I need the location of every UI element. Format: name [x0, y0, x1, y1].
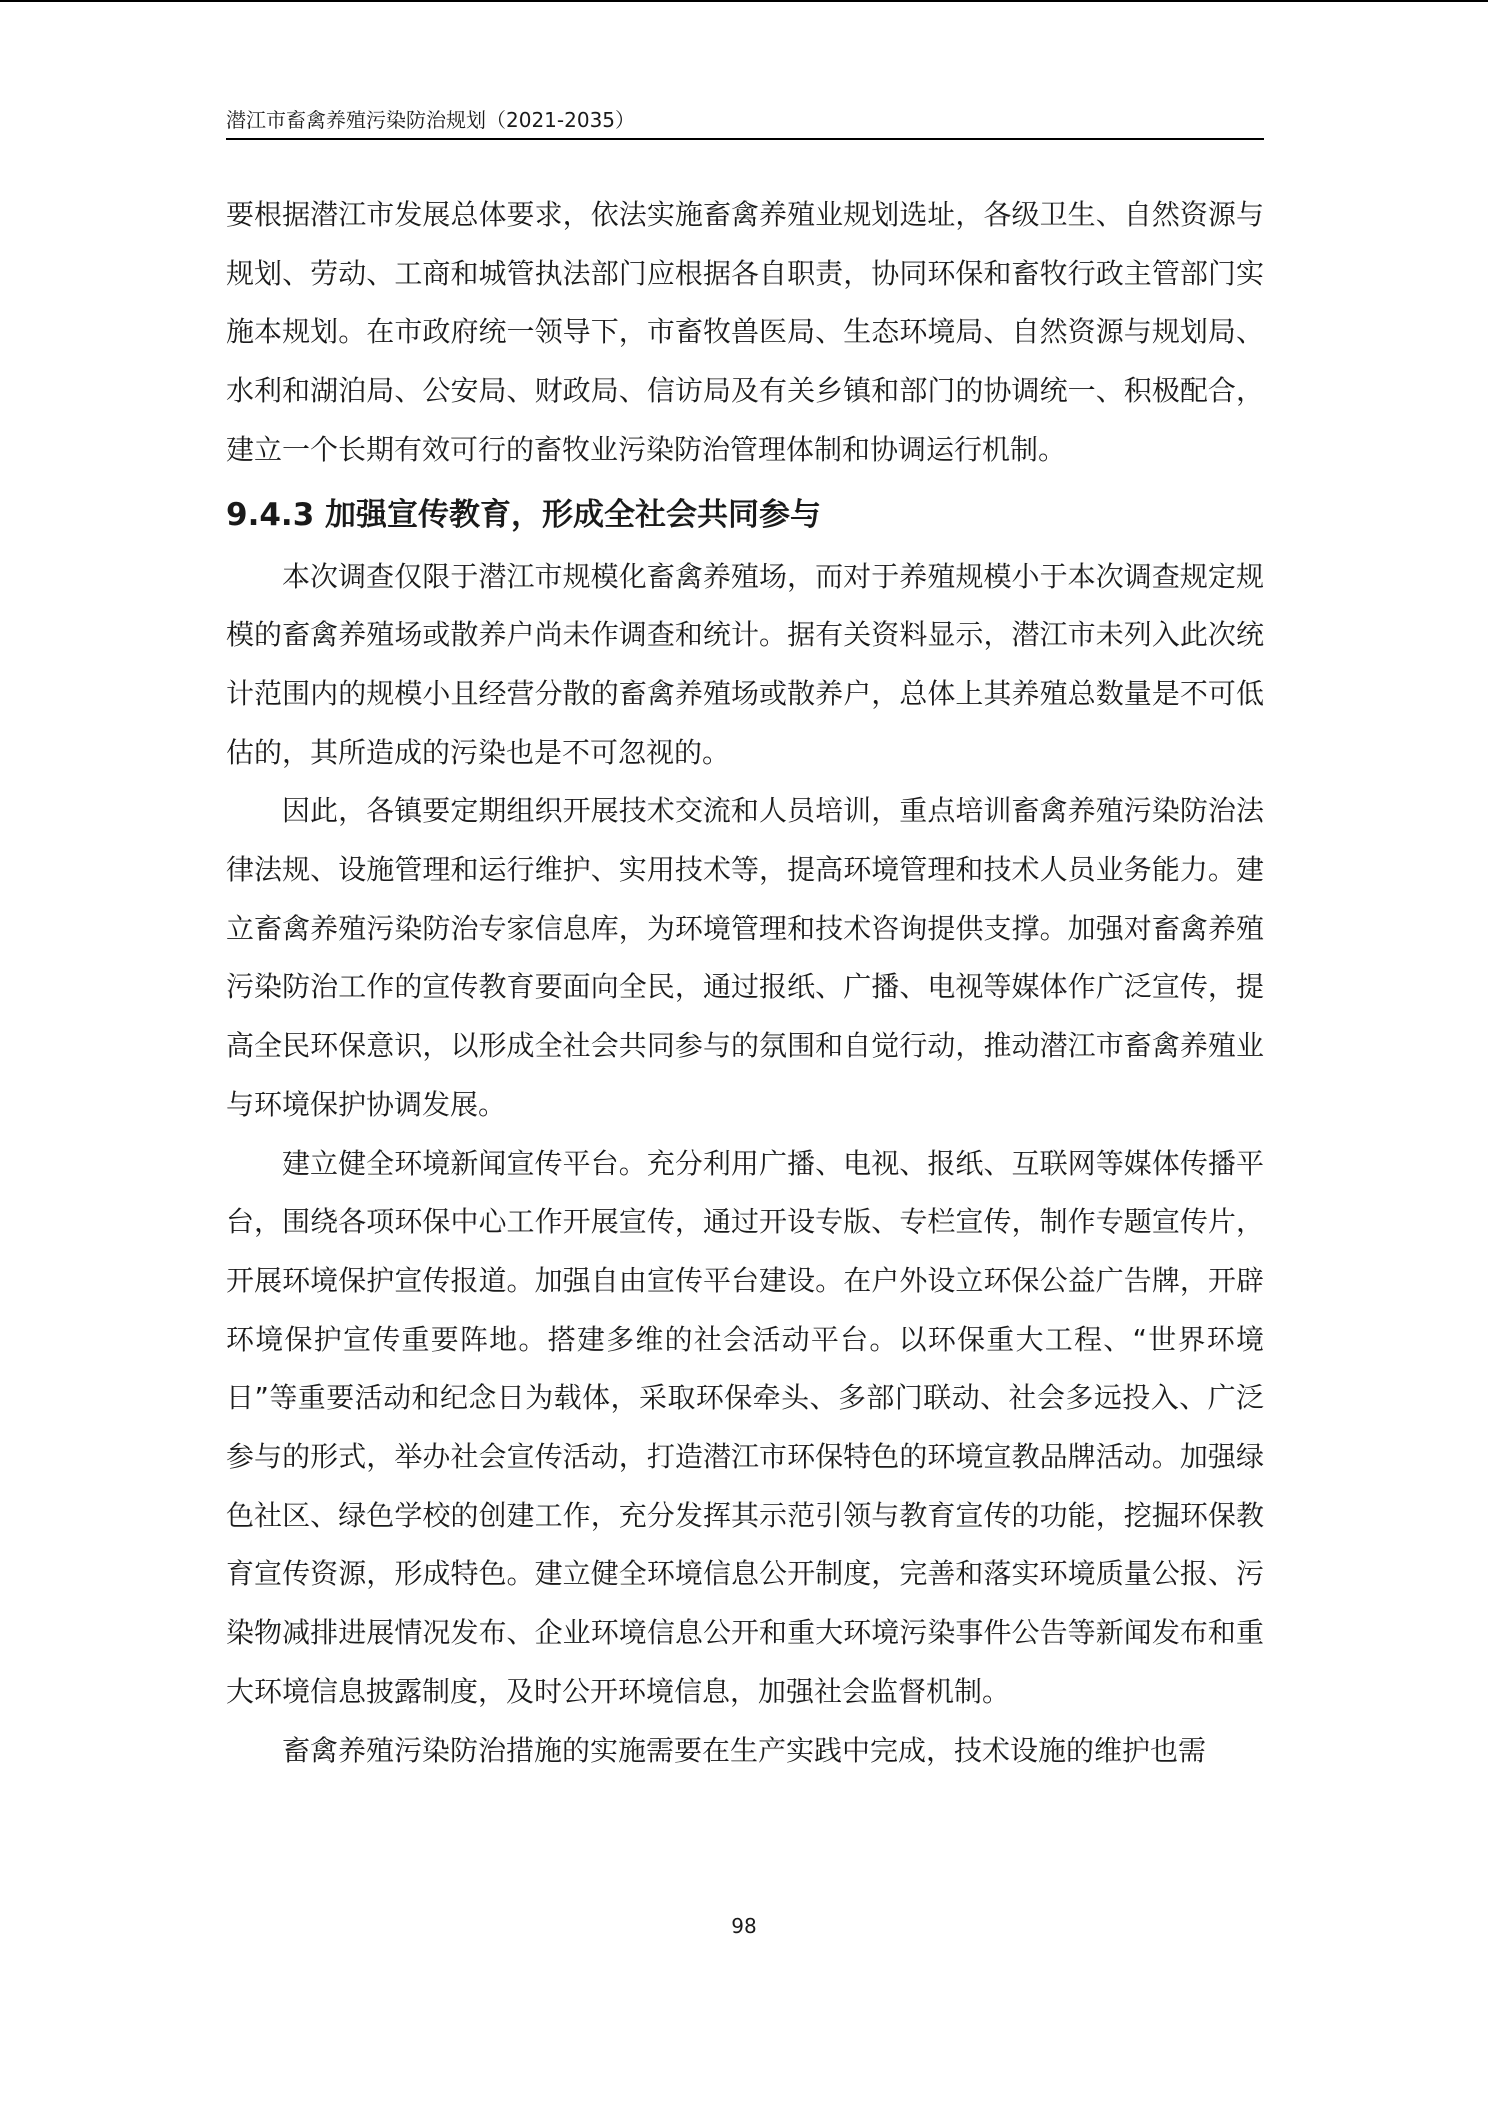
running-header [226, 104, 1264, 140]
page-number: 98 [731, 1914, 757, 1938]
intro-paragraph: 要根据潜江市发展总体要求，依法实施畜禽养殖业规划选址，各级卫生、自然资源与规划、劳动、工商和城管执法部门应根据各自职责，协同环保和畜牧行政主管部门实施本规划。在市政府统一领导下，市畜牧兽医局、生态环境局、自然资源与规划局、水利和湖泊局、公安局、财政局、信访局及有关乡镇和部门的协调统一、积极配合，建立一个长期有效可行的畜牧业污染防治管理体制和协调运行机制。 [226, 198, 1264, 466]
body-paragraph: 建立健全环境新闻宣传平台。充分利用广播、电视、报纸、互联网等媒体传播平台，围绕各项环保中心工作开展宣传，通过开设专版、专栏宣传，制作专题宣传片，开展环境保护宣传报道。加强自由宣传平台建设。在户外设立环保公益广告牌，开辟环境保护宣传重要阵地。搭建多维的社会活动平台。以环保重大工程、“世界环境日”等重要活动和纪念日为载体，采取环保牵头、多部门联动、社会多远投入、广泛参与的形式，举办社会宣传活动，打造潜江市环保特色的环境宣教品牌活动。加强绿色社区、绿色学校的创建工作，充分发挥其示范引领与教育宣传的功能，挖掘环保教育宣传资源，形成特色。建立健全环境信息公开制度，完善和落实环境质量公报、污染物减排进展情况发布、企业环境信息公开和重大环境污染事件公告等新闻发布和重大环境信息披露制度，及时公开环境信息，加强社会监督机制。 [226, 1146, 1264, 1708]
body-paragraph: 因此，各镇要定期组织开展技术交流和人员培训，重点培训畜禽养殖污染防治法律法规、设施管理和运行维护、实用技术等，提高环境管理和技术人员业务能力。建立畜禽养殖污染防治专家信息库，为环境管理和技术咨询提供支撑。加强对畜禽养殖污染防治工作的宣传教育要面向全民，通过报纸、广播、电视等媒体作广泛宣传，提高全民环保意识，以形成全社会共同参与的氛围和自觉行动，推动潜江市畜禽养殖业与环境保护协调发展。 [226, 794, 1264, 1121]
page-top-border [0, 0, 1488, 2]
page-body [226, 186, 1264, 1780]
header-title: 潜江市畜禽养殖污染防治规划（2021-2035） [226, 108, 636, 132]
body-paragraph: 畜禽养殖污染防治措施的实施需要在生产实践中完成，技术设施的维护也需 [282, 1733, 1207, 1767]
section-heading: 9.4.3 加强宣传教育，形成全社会共同参与 [226, 496, 822, 533]
body-paragraph: 本次调查仅限于潜江市规模化畜禽养殖场，而对于养殖规模小于本次调查规定规模的畜禽养殖场或散养户尚未作调查和统计。据有关资料显示，潜江市未列入此次统计范围内的规模小且经营分散的畜禽养殖场或散养户，总体上其养殖总数量是不可低估的，其所造成的污染也是不可忽视的。 [226, 559, 1264, 769]
